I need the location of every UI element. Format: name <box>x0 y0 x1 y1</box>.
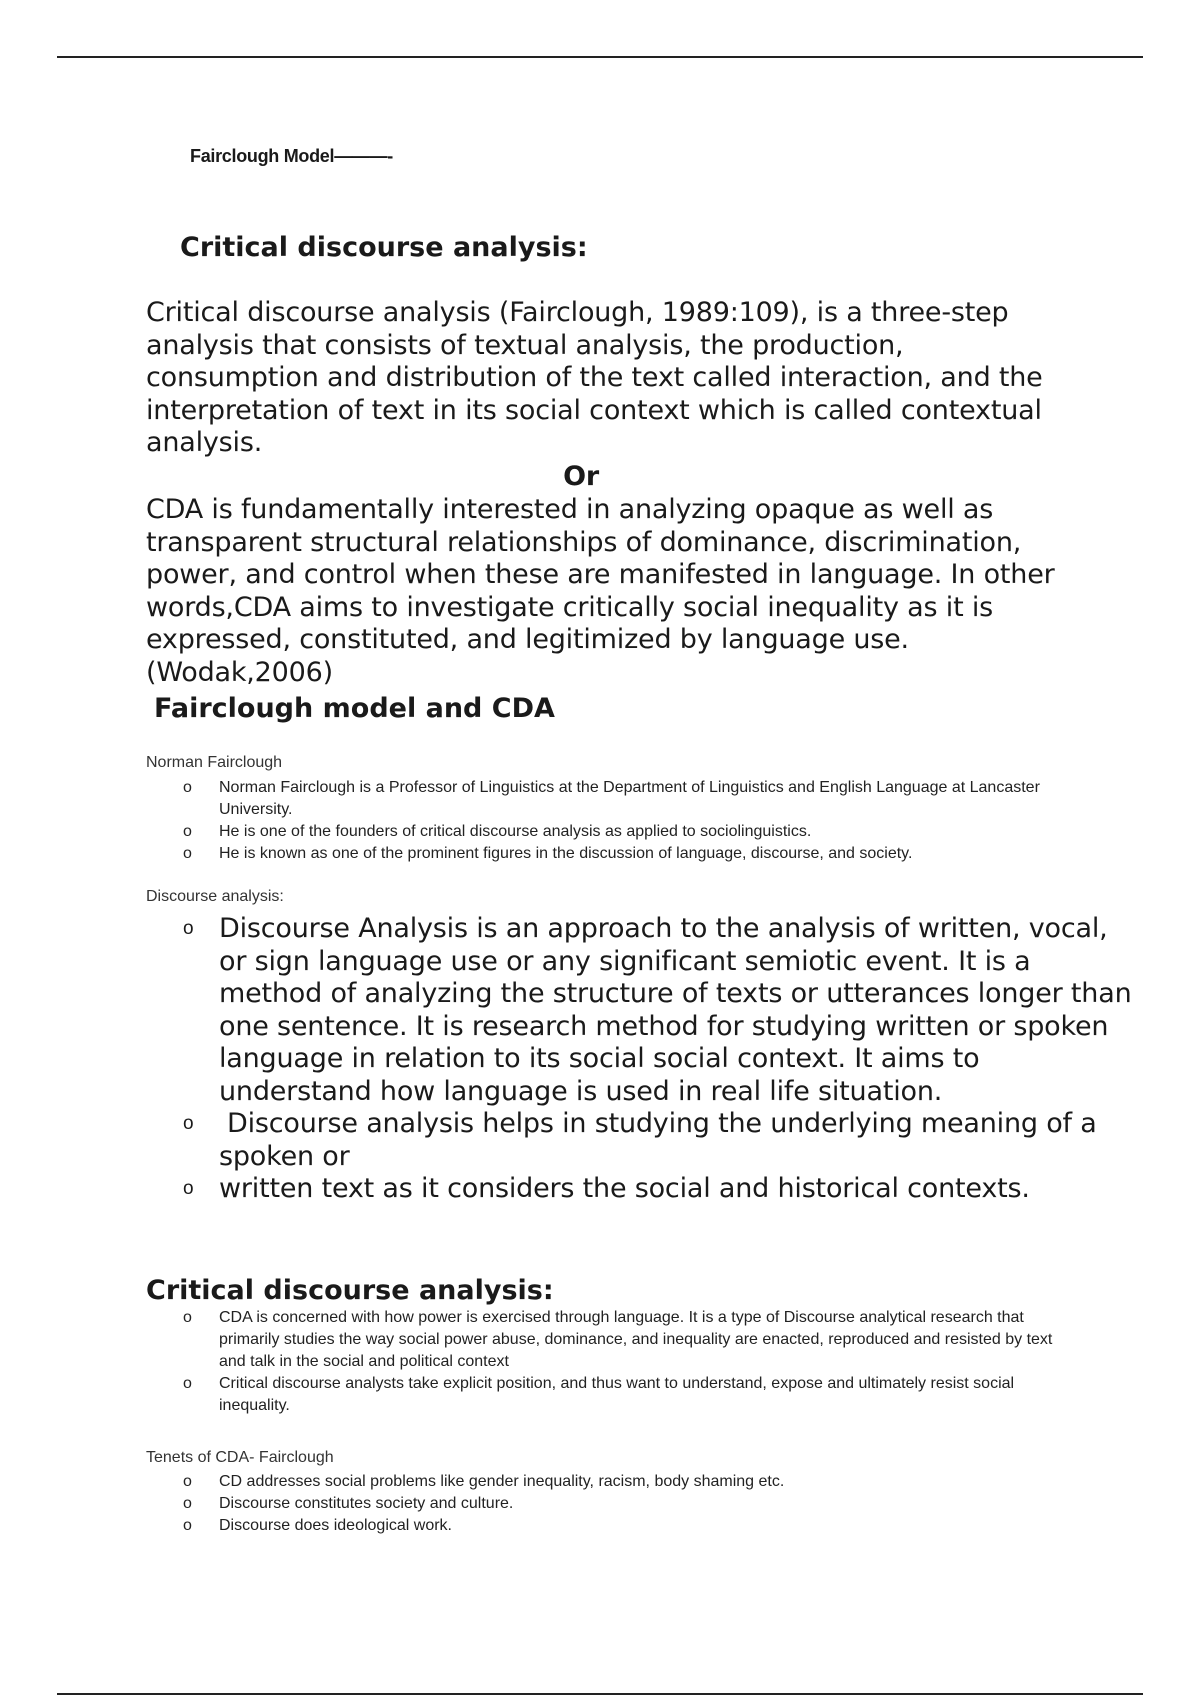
list-critical-discourse-analysis <box>146 1307 1066 1417</box>
list-item-text: Critical discourse analysts take explicit position, and thus want to understand, expose and ultimately resist social inequality. <box>219 1375 1015 1414</box>
bullet-icon: o <box>183 1473 192 1490</box>
label-discourse-analysis: Discourse analysis: <box>146 888 284 905</box>
bullet-icon: o <box>183 1375 192 1392</box>
top-horizontal-rule <box>57 56 1143 58</box>
bullet-icon: o <box>183 1495 192 1512</box>
list-item <box>146 1307 1066 1373</box>
heading-critical-discourse-analysis: Critical discourse analysis: <box>180 232 588 263</box>
list-item-text: CDA is concerned with how power is exercised through language. It is a type of Discourse analytical research that primarily studies the way social power abuse, dominance, and inequality are enacted, reproduced and resisted by text and talk in the social and political context <box>219 1309 1053 1370</box>
bottom-horizontal-rule <box>57 1693 1143 1695</box>
list-item-text: Discourse does ideological work. <box>219 1517 452 1534</box>
list-item <box>146 777 1066 821</box>
bullet-icon: o <box>183 1309 192 1326</box>
list-item <box>146 1108 1136 1173</box>
list-item <box>146 1373 1066 1417</box>
list-item-text: Norman Fairclough is a Professor of Linguistics at the Department of Linguistics and English Language at Lancaster University. <box>219 779 1040 818</box>
document-top-title: Fairclough Model———- <box>190 146 393 166</box>
paragraph-cda-wodak: CDA is fundamentally interested in analyzing opaque as well as transparent structural relationships of dominance, discrimination, power, and control when these are manifested in language. In other words,CDA aims to investigate critically social inequality as it is expressed, constituted, and legitimized by language use. (Wodak,2006) <box>146 494 1055 688</box>
list-item <box>146 821 1066 843</box>
label-norman-fairclough: Norman Fairclough <box>146 754 283 771</box>
bullet-icon: o <box>183 779 192 796</box>
list-item-text: written text as it considers the social and historical contexts. <box>219 1173 1030 1204</box>
bullet-icon: o <box>183 1113 194 1134</box>
list-item <box>146 1515 1066 1537</box>
list-item-text: Discourse analysis helps in studying the underlying meaning of a spoken or <box>219 1108 1097 1172</box>
list-item <box>146 913 1136 1108</box>
paragraph-cda-definition: Critical discourse analysis (Fairclough, 1989:109), is a three-step analysis that consists of textual analysis, the production, consumption and distribution of the text called interaction, and the interpretation of text in its social context which is called contextual analysis. <box>146 297 1043 458</box>
list-item-text: He is one of the founders of critical discourse analysis as applied to sociolinguistics. <box>219 823 812 840</box>
list-item-text: Discourse constitutes society and culture. <box>219 1495 514 1512</box>
list-norman-fairclough <box>146 777 1066 865</box>
list-item <box>146 1493 1066 1515</box>
bullet-icon: o <box>183 1178 194 1199</box>
bullet-icon: o <box>183 1517 192 1534</box>
bullet-icon: o <box>183 823 192 840</box>
label-tenets-of-cda: Tenets of CDA- Fairclough <box>146 1449 334 1466</box>
list-item <box>146 1173 1136 1206</box>
list-item <box>146 1471 1066 1493</box>
heading-critical-discourse-analysis-2: Critical discourse analysis: <box>146 1275 554 1306</box>
list-item-text: Discourse Analysis is an approach to the analysis of written, vocal, or sign language use or any significant semiotic event. It is a method of analyzing the structure of texts or utterances longer than one sentence. It is research method for studying written or spoken language in relation to its social social context. It aims to understand how language is used in real life situation. <box>219 913 1132 1107</box>
bullet-icon: o <box>183 845 192 862</box>
list-tenets-of-cda <box>146 1471 1066 1537</box>
list-item <box>146 843 1066 865</box>
list-item-text: CD addresses social problems like gender inequality, racism, body shaming etc. <box>219 1473 785 1490</box>
bullet-icon: o <box>183 918 194 939</box>
heading-fairclough-model-and-cda: Fairclough model and CDA <box>154 693 555 724</box>
list-discourse-analysis <box>146 913 1136 1206</box>
list-item-text: He is known as one of the prominent figures in the discussion of language, discourse, and society. <box>219 845 913 862</box>
or-separator: Or <box>563 461 599 492</box>
